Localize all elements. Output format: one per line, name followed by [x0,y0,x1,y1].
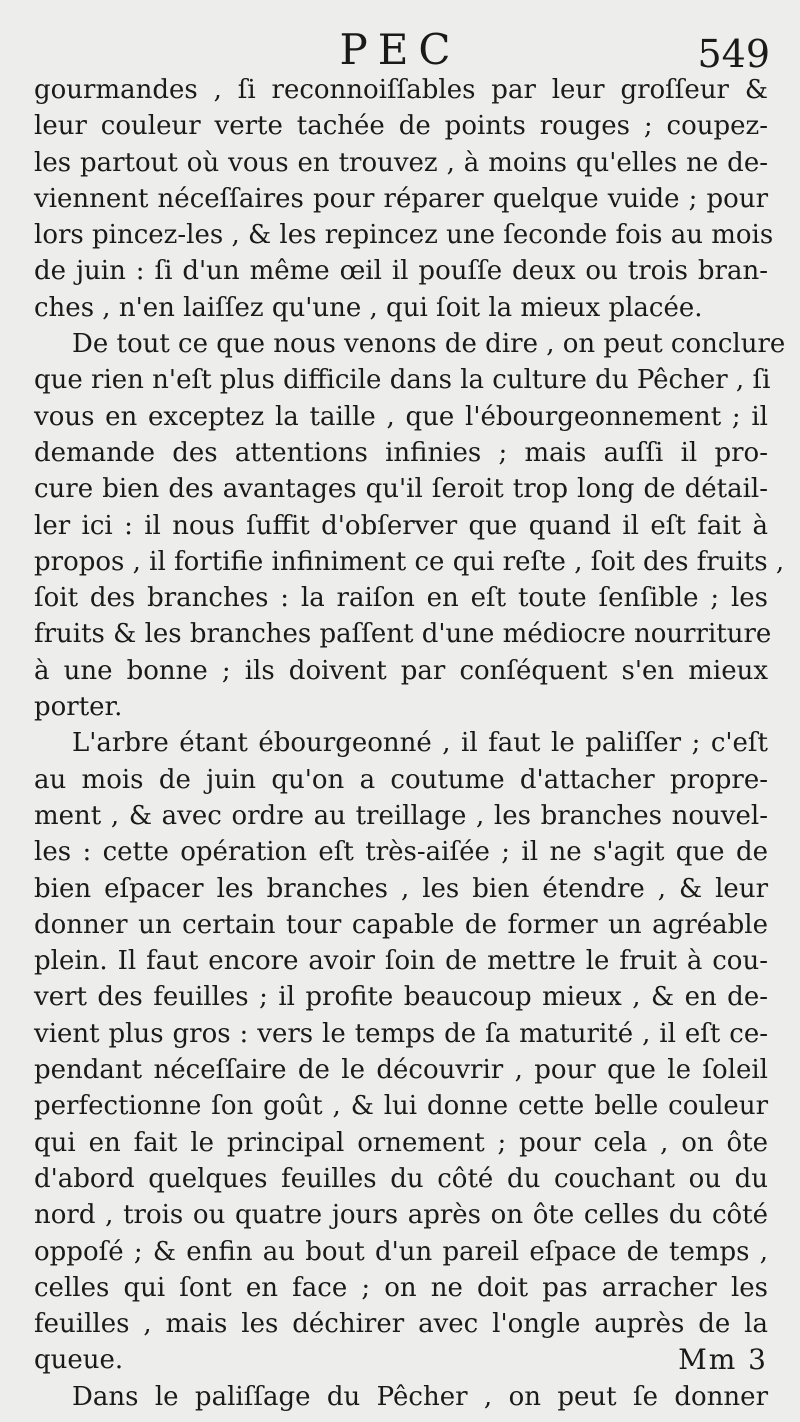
text-line: de juin : ſi d'un même œil il pouſſe deux ou trois bran- [34,256,768,287]
text-line: porter. [34,692,123,723]
text-line: leur couleur verte tachée de points rouges ; coupez- [34,111,768,142]
paragraph [34,725,768,1378]
text-line: lors pincez-les , & les repincez une ſeconde fois au mois [34,220,774,251]
paragraph [34,72,774,326]
text-line: à une bonne ; ils doivent par conſéquent s'en mieux [34,655,768,686]
text-line: propos , il fortifie infiniment ce qui reſte , ſoit des fruits , [34,546,785,577]
text-line: L'arbre étant ébourgeonné , il faut le paliſſer ; c'eſt [72,728,768,759]
text-line: Dans le paliſſage du Pêcher , on peut ſe donner [72,1381,768,1412]
text-line: fruits & les branches paſſent d'une médiocre nourriture [34,619,772,650]
text-line: vert des feuilles ; il profite beaucoup mieux , & en de- [34,982,768,1013]
paragraph [34,326,786,725]
text-line: ſoit des branches : la raiſon en eſt toute ſenſible ; les [34,583,768,614]
text-line: ment , & avec ordre au treillage , les branches nouvel- [34,800,768,831]
text-line: pendant néceſſaire de le découvrir , pour que le ſoleil [34,1055,768,1086]
text-line: demande des attentions infinies ; mais auſſi il pro- [34,437,768,468]
text-line: que rien n'eſt plus difficile dans la culture du Pêcher , ſi [34,365,771,396]
page-header [0,18,800,78]
signature-mark: Mm 3 [678,1343,768,1376]
paragraph [34,1379,768,1415]
text-line: plein. Il faut encore avoir ſoin de mettre le fruit à cou- [34,946,768,977]
text-line: vient plus gros : vers le temps de ſa maturité , il eſt ce- [34,1018,768,1049]
text-line: bien eſpacer les branches , les bien étendre , & leur [34,873,768,904]
running-head: PEC [339,25,461,74]
page-number: 549 [697,32,770,76]
text-line: d'abord quelques feuilles du côté du couchant ou du [34,1163,768,1194]
text-line: queue. [34,1345,124,1376]
text-line: De tout ce que nous venons de dire , on peut conclure [72,329,786,360]
text-line: oppoſé ; & enfin au bout d'un pareil eſpace de temps , [34,1236,768,1267]
text-line: au mois de juin qu'on a coutume d'attacher propre- [34,764,768,795]
text-line: vous en exceptez la taille , que l'ébourgeonnement ; il [34,401,768,432]
text-line: feuilles , mais les déchirer avec l'ongle auprès de la [34,1309,768,1340]
text-line: viennent néceſſaires pour réparer quelque vuide ; pour [34,183,768,214]
text-line: nord , trois ou quatre jours après on ôte celles du côté [34,1200,768,1231]
text-line: ler ici : il nous ſuffit d'obſerver que quand il eſt fait à [34,510,768,541]
text-line: celles qui ſont en face ; on ne doit pas arracher les [34,1272,768,1303]
text-line: les : cette opération eſt très-aiſée ; il ne s'agit que de [34,837,768,868]
text-line: donner un certain tour capable de former un agréable [34,909,768,940]
text-line: les partout où vous en trouvez , à moins qu'elles ne de- [34,147,768,178]
text-line: perfectionne ſon goût , & lui donne cette belle couleur [34,1091,768,1122]
text-line: gourmandes , ſi reconnoiſſables par leur groſſeur & [34,75,768,105]
text-line: qui en fait le principal ornement ; pour cela , on ôte [34,1127,768,1158]
text-line: ches , n'en laiſſez qu'une , qui ſoit la mieux placée. [34,292,703,323]
body-text [34,72,786,1415]
text-line: cure bien des avantages qu'il ſeroit trop long de détail- [34,474,768,505]
